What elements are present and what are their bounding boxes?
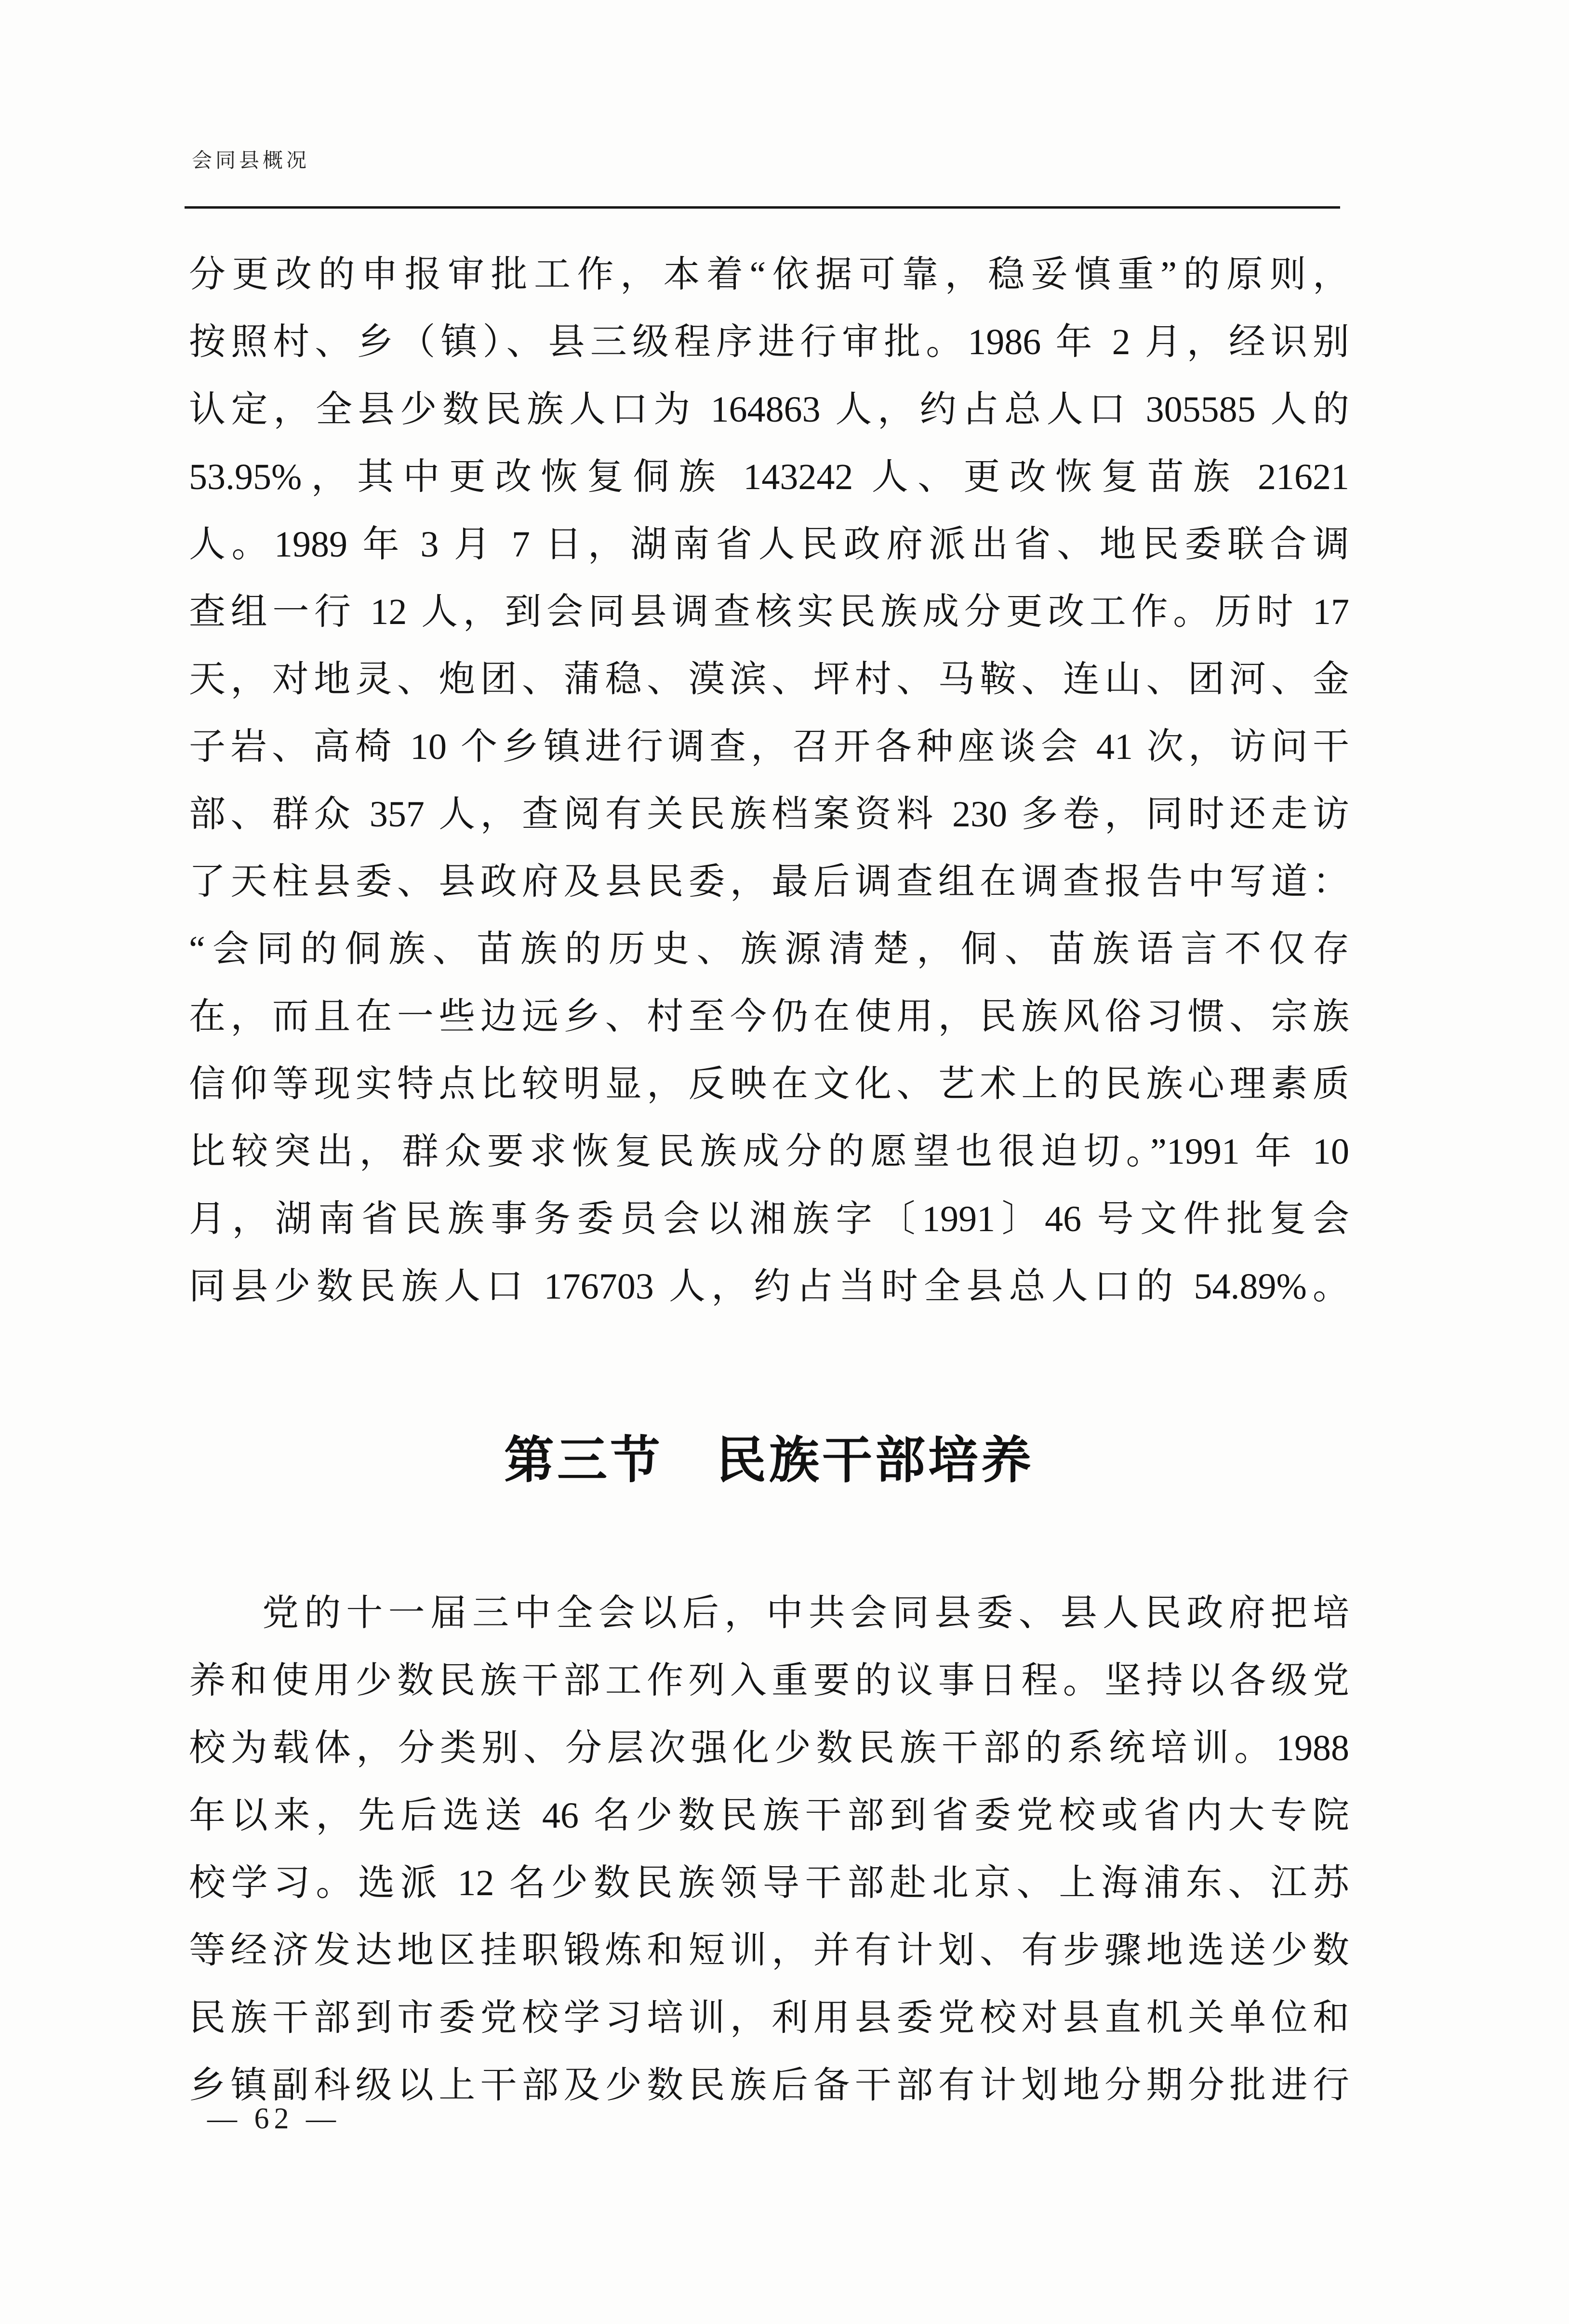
text-line: 人。1989 年 3 月 7 日，湖南省人民政府派出省、地民委联合调 [189, 524, 1349, 565]
text-line: 乡镇副科级以上干部及少数民族后备干部有计划地分期分批进行 [189, 2065, 1349, 2106]
paragraph-1 [189, 241, 1349, 1320]
text-line: 信仰等现实特点比较明显，反映在文化、艺术上的民族心理素质 [189, 1064, 1349, 1104]
text-line: 部、群众 357 人，查阅有关民族档案资料 230 多卷，同时还走访 [189, 794, 1349, 835]
text-line: 民族干部到市委党校学习培训，利用县委党校对县直机关单位和 [189, 1998, 1349, 2038]
text-line: 了天柱县委、县政府及县民委，最后调查组在调查报告中写道： [189, 862, 1349, 902]
text-line: 在，而且在一些边远乡、村至今仍在使用，民族风俗习惯、宗族 [189, 996, 1349, 1037]
text-line: 53.95%，其中更改恢复侗族 143242 人、更改恢复苗族 21621 [189, 457, 1349, 497]
text-line: 天，对地灵、炮团、蒲稳、漠滨、坪村、马鞍、连山、团河、金 [189, 659, 1349, 700]
text-line: 子岩、高椅 10 个乡镇进行调查，召开各种座谈会 41 次，访问干 [189, 727, 1349, 767]
text-line: 党的十一届三中全会以后，中共会同县委、县人民政府把培 [262, 1593, 1349, 1633]
header-rule [185, 206, 1340, 209]
section-heading: 第三节 民族干部培养 [504, 1433, 1034, 1488]
text-line: 等经济发达地区挂职锻炼和短训，并有计划、有步骤地选送少数 [189, 1930, 1349, 1971]
text-line: 月，湖南省民族事务委员会以湘族字〔1991〕46 号文件批复会 [189, 1199, 1349, 1239]
page-number: — 62 — [207, 2102, 341, 2135]
text-line: 年以来，先后选送 46 名少数民族干部到省委党校或省内大专院 [189, 1795, 1349, 1836]
text-line: 养和使用少数民族干部工作列入重要的议事日程。坚持以各级党 [189, 1660, 1349, 1701]
text-line: 比较突出，群众要求恢复民族成分的愿望也很迫切。”1991 年 10 [189, 1131, 1349, 1172]
text-line: 校为载体，分类别、分层次强化少数民族干部的系统培训。1988 [189, 1728, 1349, 1768]
text-line: 校学习。选派 12 名少数民族领导干部赴北京、上海浦东、江苏 [189, 1863, 1349, 1903]
text-line: 同县少数民族人口 176703 人，约占当时全县总人口的 54.89%。 [189, 1266, 1349, 1307]
paragraph-2 [189, 1580, 1349, 2119]
running-header: 会同县概况 [192, 150, 310, 172]
text-line: 分更改的申报审批工作，本着“依据可靠，稳妥慎重”的原则， [189, 254, 1349, 295]
text-line: 查组一行 12 人，到会同县调查核实民族成分更改工作。历时 17 [189, 592, 1349, 632]
text-line: 认定，全县少数民族人口为 164863 人，约占总人口 305585 人的 [189, 389, 1349, 430]
text-line: “会同的侗族、苗族的历史、族源清楚，侗、苗族语言不仅存 [189, 929, 1349, 969]
text-line: 按照村、乡（镇）、县三级程序进行审批。1986 年 2 月，经识别 [189, 322, 1349, 362]
